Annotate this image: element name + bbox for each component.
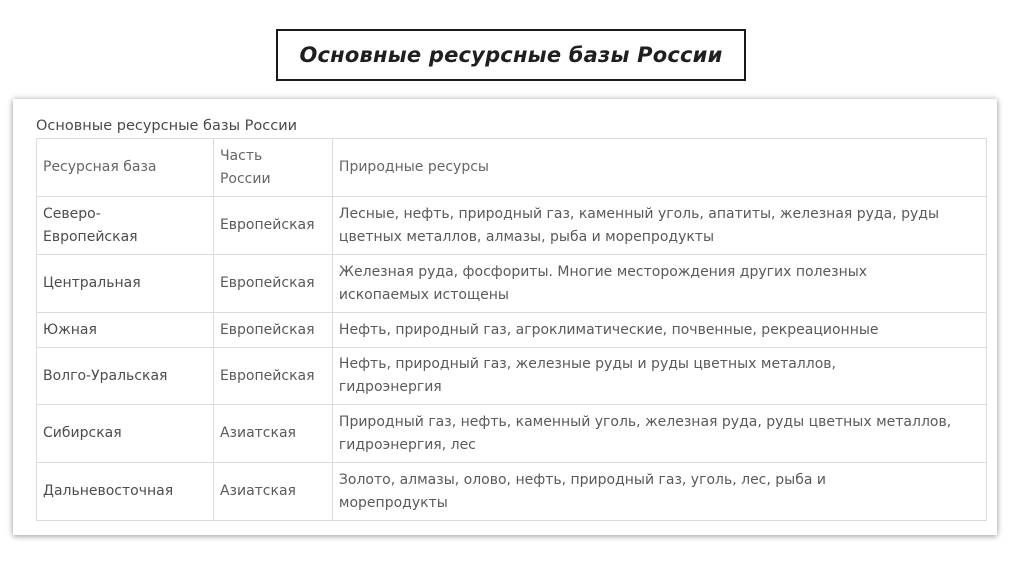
cell-part: Европейская bbox=[213, 348, 332, 405]
cell-resources: Лесные, нефть, природный газ, каменный уголь, апатиты, железная руда, руды цветных металлов, алмазы, рыба и морепродукты bbox=[332, 197, 986, 255]
cell-part: Азиатская bbox=[213, 405, 332, 463]
table-card bbox=[13, 99, 997, 535]
cell-resources: Золото, алмазы, олово, нефть, природный газ, уголь, лес, рыба и морепродукты bbox=[332, 463, 986, 521]
resource-bases-table bbox=[36, 138, 987, 521]
cell-base: Сибирская bbox=[37, 405, 214, 463]
header-part: Часть России bbox=[213, 139, 332, 197]
table-row bbox=[37, 313, 987, 348]
header-resources: Природные ресурсы bbox=[332, 139, 986, 197]
cell-resources: Железная руда, фосфориты. Многие месторождения других полезных ископаемых истощены bbox=[332, 255, 986, 313]
cell-resources: Нефть, природный газ, железные руды и руды цветных металлов, гидроэнергия bbox=[332, 348, 986, 405]
table-caption: Основные ресурсные базы России bbox=[36, 118, 298, 134]
table-row bbox=[37, 197, 987, 255]
table-row bbox=[37, 255, 987, 313]
cell-base: Дальневосточная bbox=[37, 463, 214, 521]
cell-base: Волго-Уральская bbox=[37, 348, 214, 405]
table-row bbox=[37, 348, 987, 405]
cell-part: Европейская bbox=[213, 197, 332, 255]
cell-resources: Нефть, природный газ, агроклиматические, почвенные, рекреационные bbox=[332, 313, 986, 348]
cell-part: Европейская bbox=[213, 255, 332, 313]
cell-base: Южная bbox=[37, 313, 214, 348]
cell-part: Европейская bbox=[213, 313, 332, 348]
slide-title-box bbox=[276, 29, 746, 81]
table-header-row bbox=[37, 139, 987, 197]
table-row bbox=[37, 463, 987, 521]
slide-title: Основные ресурсные базы России bbox=[299, 43, 723, 67]
cell-part: Азиатская bbox=[213, 463, 332, 521]
table-row bbox=[37, 405, 987, 463]
cell-base: Северо-Европейская bbox=[37, 197, 214, 255]
cell-base: Центральная bbox=[37, 255, 214, 313]
cell-resources: Природный газ, нефть, каменный уголь, железная руда, руды цветных металлов, гидроэнергия, лес bbox=[332, 405, 986, 463]
header-base: Ресурсная база bbox=[37, 139, 214, 197]
